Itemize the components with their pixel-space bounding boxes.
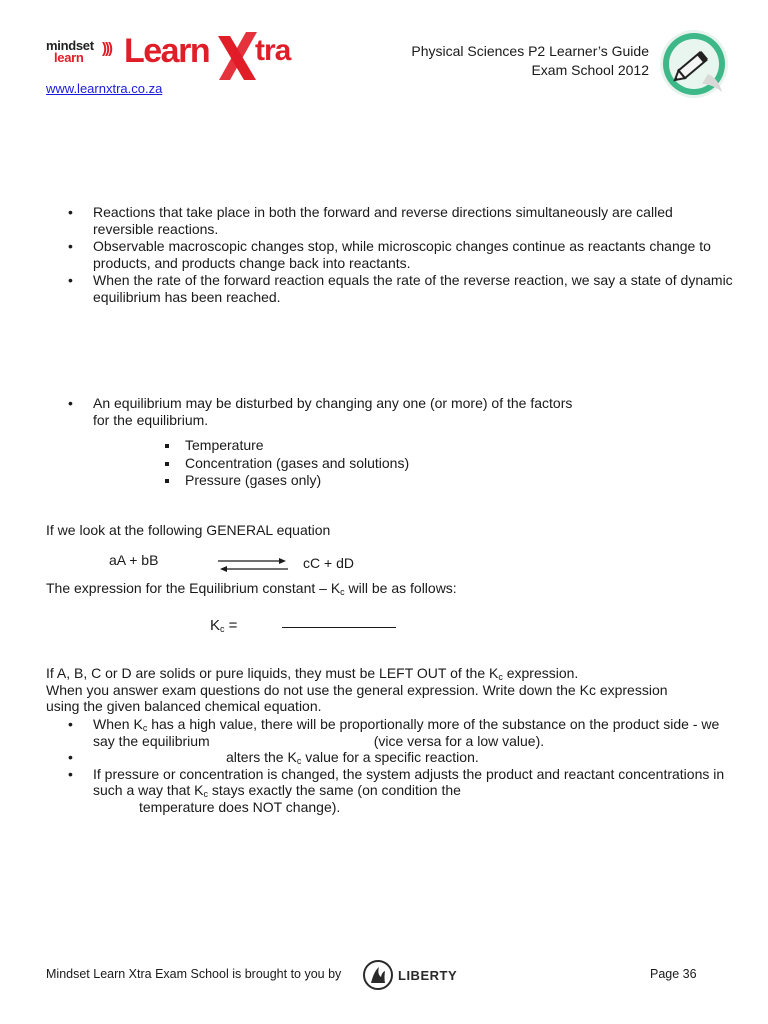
- factor-list: [160, 437, 409, 490]
- equilibrium-bullet-list: [46, 204, 736, 305]
- logo-learn-small-text: learn: [54, 50, 84, 65]
- list-item: Pressure (gases only): [160, 472, 409, 490]
- notes-paragraph: If A, B, C or D are solids or pure liquids, they must be LEFT OUT of the $K_c$ expression. When you answer exam questions do not use the general expression. Write down the Kc expression using the given balanced chemical equation.: [46, 665, 668, 714]
- logo-tra-text: tra: [255, 34, 291, 67]
- logo-learn-text: Learn: [124, 32, 210, 70]
- general-equation-intro: If we look at the following GENERAL equation: [46, 522, 331, 538]
- kc-fraction-line: [282, 627, 396, 628]
- liberty-logo: [362, 958, 480, 992]
- logo-x-mark: [216, 30, 258, 82]
- list-item: • An equilibrium may be disturbed by changing any one (or more) of the factors for the equilibrium.: [46, 395, 606, 428]
- liberty-logo-text: LIBERTY: [398, 968, 458, 983]
- equilibrium-arrows-icon: [216, 557, 290, 573]
- header-title-line1: Physical Sciences P2 Learner’s Guide: [411, 43, 649, 59]
- list-item: • When the rate of the forward reaction equals the rate of the reverse reaction, we say a state of dynamic equilibrium has been reached.: [46, 272, 736, 305]
- disturb-bullet-list: [46, 395, 606, 428]
- equation-reactants: aA + bB: [109, 552, 159, 568]
- header-title-line2: Exam School 2012: [531, 62, 649, 78]
- liberty-flame-icon: [362, 959, 394, 991]
- pencil-icon: [658, 28, 730, 100]
- kc-expression-intro: The expression for the Equilibrium constant – $K_c$ will be as follows:: [46, 580, 457, 597]
- equation-products: cC + dD: [303, 555, 354, 571]
- list-item: Concentration (gases and solutions): [160, 455, 409, 473]
- website-link[interactable]: www.learnxtra.co.za: [46, 81, 163, 96]
- footer-sponsor-text: Mindset Learn Xtra Exam School is brought to you by: [46, 967, 342, 981]
- learnxtra-logo: [46, 30, 301, 82]
- page-number: Page 36: [650, 967, 697, 981]
- list-item: Temperature: [160, 437, 409, 455]
- list-item: • Observable macroscopic changes stop, while microscopic changes continue as reactants change to products, and products change back into reactants.: [46, 238, 736, 271]
- kc-bullet-list: [46, 716, 736, 815]
- header-title: [411, 42, 649, 80]
- list-item: • If pressure or concentration is changed, the system adjusts the product and reactant concentrations in such a way that $K_c$ stays exactly the same (on condition the temperature does NOT change).: [46, 766, 736, 816]
- list-item: • Reactions that take place in both the forward and reverse directions simultaneously are called reversible reactions.: [46, 204, 736, 237]
- list-item: • When $K_c$ has a high value, there will be proportionally more of the substance on the product side - we say the equilibrium (vice versa for a low value).: [46, 716, 736, 749]
- list-item: • alters the $K_c$ value for a specific reaction.: [46, 749, 736, 766]
- logo-mindset-text: mindset: [46, 38, 94, 53]
- sound-waves-icon: ))): [102, 40, 111, 57]
- kc-label: $K_c$ =: [210, 617, 238, 634]
